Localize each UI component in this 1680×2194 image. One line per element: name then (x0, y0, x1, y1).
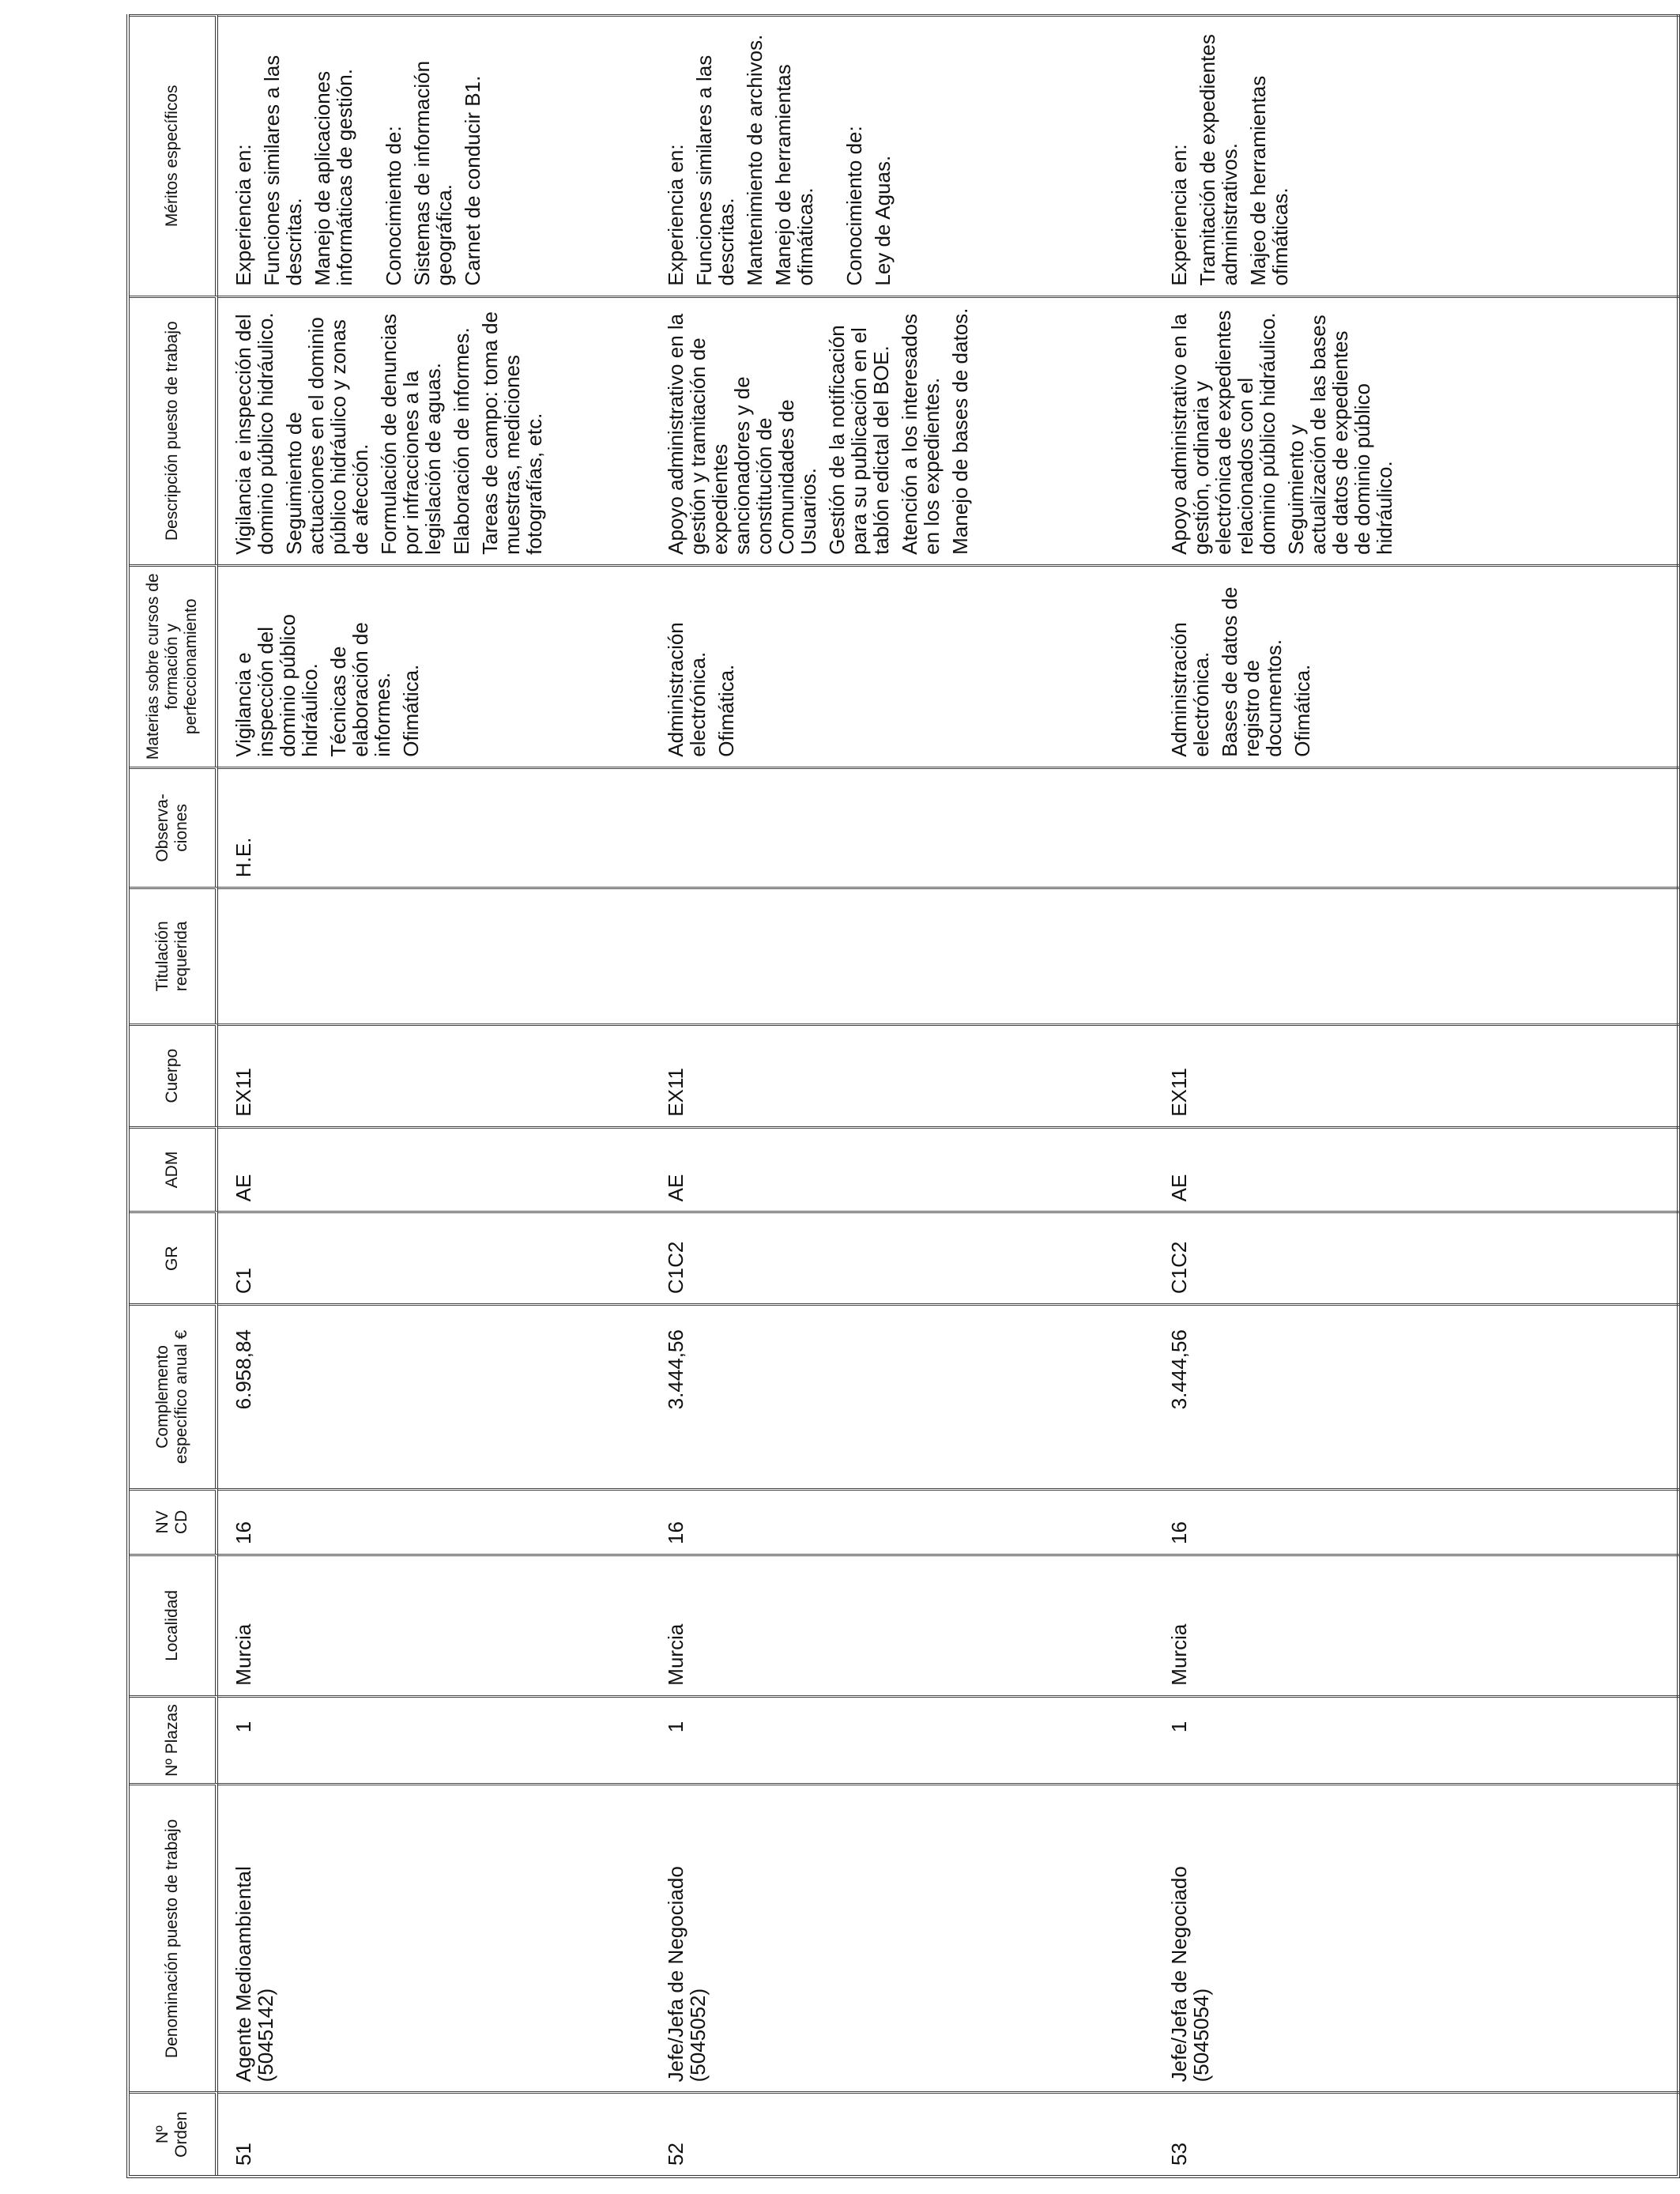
header-grupo: GR (130, 1211, 218, 1303)
table-row (1154, 14, 1680, 2175)
cell-descripcion (650, 296, 1154, 564)
materia-item: Bases de datos de registro de documentos. (1218, 586, 1286, 757)
cell-grupo: C1C2 (1154, 1211, 1680, 1303)
merito-item: Mantenimiento de archivos. (743, 34, 767, 286)
descripcion-item: Tareas de campo: toma de muestras, mediciones fotografías, etc. (478, 311, 546, 555)
descripcion-item: Manejo de bases de datos. (948, 307, 972, 555)
cell-grupo: C1 (218, 1211, 650, 1303)
cell-localidad: Murcia (218, 1554, 650, 1695)
cell-denominacion: Jefe/Jefa de Negociado (5045054) (1154, 1783, 1680, 2091)
header-meritos: Méritos específicos (130, 14, 218, 296)
header-plazas: Nº Plazas (130, 1695, 218, 1784)
materia-item: Vigilancia e inspección del dominio público hidráulico. (232, 614, 322, 757)
descripcion-item: Seguimiento de actuaciones en el dominio público hidráulico y zonas de afección. (282, 317, 372, 555)
cell-plazas: 1 (1154, 1695, 1680, 1784)
cell-titulacion (650, 887, 1154, 1023)
header-descripcion: Descripción puesto de trabajo (130, 296, 218, 564)
merito-item: Manejo de herramientas ofimáticas. (771, 64, 817, 286)
cell-denominacion: Jefe/Jefa de Negociado (5045052) (650, 1783, 1154, 2091)
header-complemento: Complemento específico anual € (130, 1303, 218, 1488)
cell-materias (1154, 564, 1680, 767)
merito-item: Manejo de aplicaciones informáticas de gestión. (311, 69, 356, 286)
cell-materias (650, 564, 1154, 767)
cell-descripcion (218, 296, 650, 564)
header-localidad: Localidad (130, 1554, 218, 1695)
cell-cuerpo: EX11 (1154, 1023, 1680, 1126)
cell-observaciones: H.E. (218, 767, 650, 887)
cell-materias (218, 564, 650, 767)
cell-meritos (1154, 14, 1680, 296)
cell-nivel: 16 (218, 1488, 650, 1554)
header-observaciones: Observa- ciones (130, 767, 218, 887)
descripcion-item: Formulación de denuncias por infracciones a la legislación de aguas. (377, 313, 445, 555)
cell-descripcion (1154, 296, 1680, 564)
meritos-experiencia-title: Experiencia en: (232, 144, 255, 286)
header-row (130, 14, 218, 2175)
cell-complemento: 3.444,56 (650, 1303, 1154, 1488)
materia-item: Ofimática. (714, 664, 738, 757)
cell-localidad: Murcia (1154, 1554, 1680, 1695)
merito-item: Funciones similares a las descritas. (260, 55, 306, 286)
descripcion-item: Gestión de la notificación para su publicación en el tablón edictal del BOE. (825, 325, 893, 555)
header-materias: Materias sobre cursos de formación y perfeccionamiento (130, 564, 218, 767)
cell-observaciones (1154, 767, 1680, 887)
materia-item: Ofimática. (399, 664, 423, 757)
descripcion-item: Seguimiento y actualización de las bases de datos de expedientes de dominio público hidráulico. (1284, 315, 1396, 555)
cell-complemento: 6.958,84 (218, 1303, 650, 1488)
job-positions-table-frame (126, 14, 1680, 2178)
header-denominacion: Denominación puesto de trabajo (130, 1783, 218, 2091)
descripcion-item: Atención a los interesados en los expedientes. (898, 313, 944, 555)
materia-item: Ofimática. (1290, 664, 1314, 757)
merito-item: Carnet de conducir B1. (461, 75, 484, 286)
materia-item: Administración electrónica. (664, 622, 710, 757)
cell-orden: 53 (1154, 2091, 1680, 2175)
cell-meritos (218, 14, 650, 296)
materia-item: Técnicas de elaboración de informes. (326, 622, 394, 757)
merito-item: Sistemas de información geográfica. (410, 60, 456, 286)
header-cuerpo: Cuerpo (130, 1023, 218, 1126)
meritos-experiencia-title: Experiencia en: (664, 144, 687, 286)
cell-titulacion (1154, 887, 1680, 1023)
cell-observaciones (650, 767, 1154, 887)
cell-orden: 51 (218, 2091, 650, 2175)
cell-adm: AE (218, 1126, 650, 1212)
cell-meritos (650, 14, 1154, 296)
cell-cuerpo: EX11 (650, 1023, 1154, 1126)
meritos-experiencia-title: Experiencia en: (1167, 144, 1191, 286)
cell-grupo: C1C2 (650, 1211, 1154, 1303)
cell-adm: AE (650, 1126, 1154, 1212)
descripcion-item: Apoyo administrativo en la gestión, ordinaria y electrónica de expedientes relacionados con el dominio público hidráulico. (1167, 310, 1279, 555)
cell-nivel: 16 (1154, 1488, 1680, 1554)
materia-item: Administración electrónica. (1167, 622, 1213, 757)
cell-plazas: 1 (650, 1695, 1154, 1784)
header-titulacion: Titulación requerida (130, 887, 218, 1023)
descripcion-item: Vigilancia e inspección del dominio público hidráulico. (232, 312, 277, 555)
cell-denominacion: Agente Medioambiental (5045142) (218, 1783, 650, 2091)
cell-cuerpo: EX11 (218, 1023, 650, 1126)
merito-item: Ley de Aguas. (871, 155, 895, 286)
meritos-conocimiento-title: Conocimiento de: (842, 126, 866, 286)
merito-item: Funciones similares a las descritas. (692, 55, 738, 286)
cell-complemento: 3.444,56 (1154, 1303, 1680, 1488)
descripcion-item: Apoyo administrativo en la gestión y tramitación de expedientes sancionadores y de constitución de Comunidades de Usuarios. (664, 313, 820, 555)
merito-item: Tramitación de expedientes administrativos. (1196, 34, 1241, 286)
header-nivel: NV CD (130, 1488, 218, 1554)
job-positions-table (130, 14, 1680, 2175)
table-row (650, 14, 1154, 2175)
table-row (218, 14, 650, 2175)
cell-adm: AE (1154, 1126, 1680, 1212)
merito-item: Majeo de herramientas ofimáticas. (1246, 75, 1292, 286)
cell-titulacion (218, 887, 650, 1023)
cell-plazas: 1 (218, 1695, 650, 1784)
descripcion-item: Elaboración de informes. (450, 327, 473, 555)
header-orden: Nº Orden (130, 2091, 218, 2175)
cell-nivel: 16 (650, 1488, 1154, 1554)
cell-orden: 52 (650, 2091, 1154, 2175)
cell-localidad: Murcia (650, 1554, 1154, 1695)
meritos-conocimiento-title: Conocimiento de: (382, 126, 405, 286)
header-adm: ADM (130, 1126, 218, 1212)
